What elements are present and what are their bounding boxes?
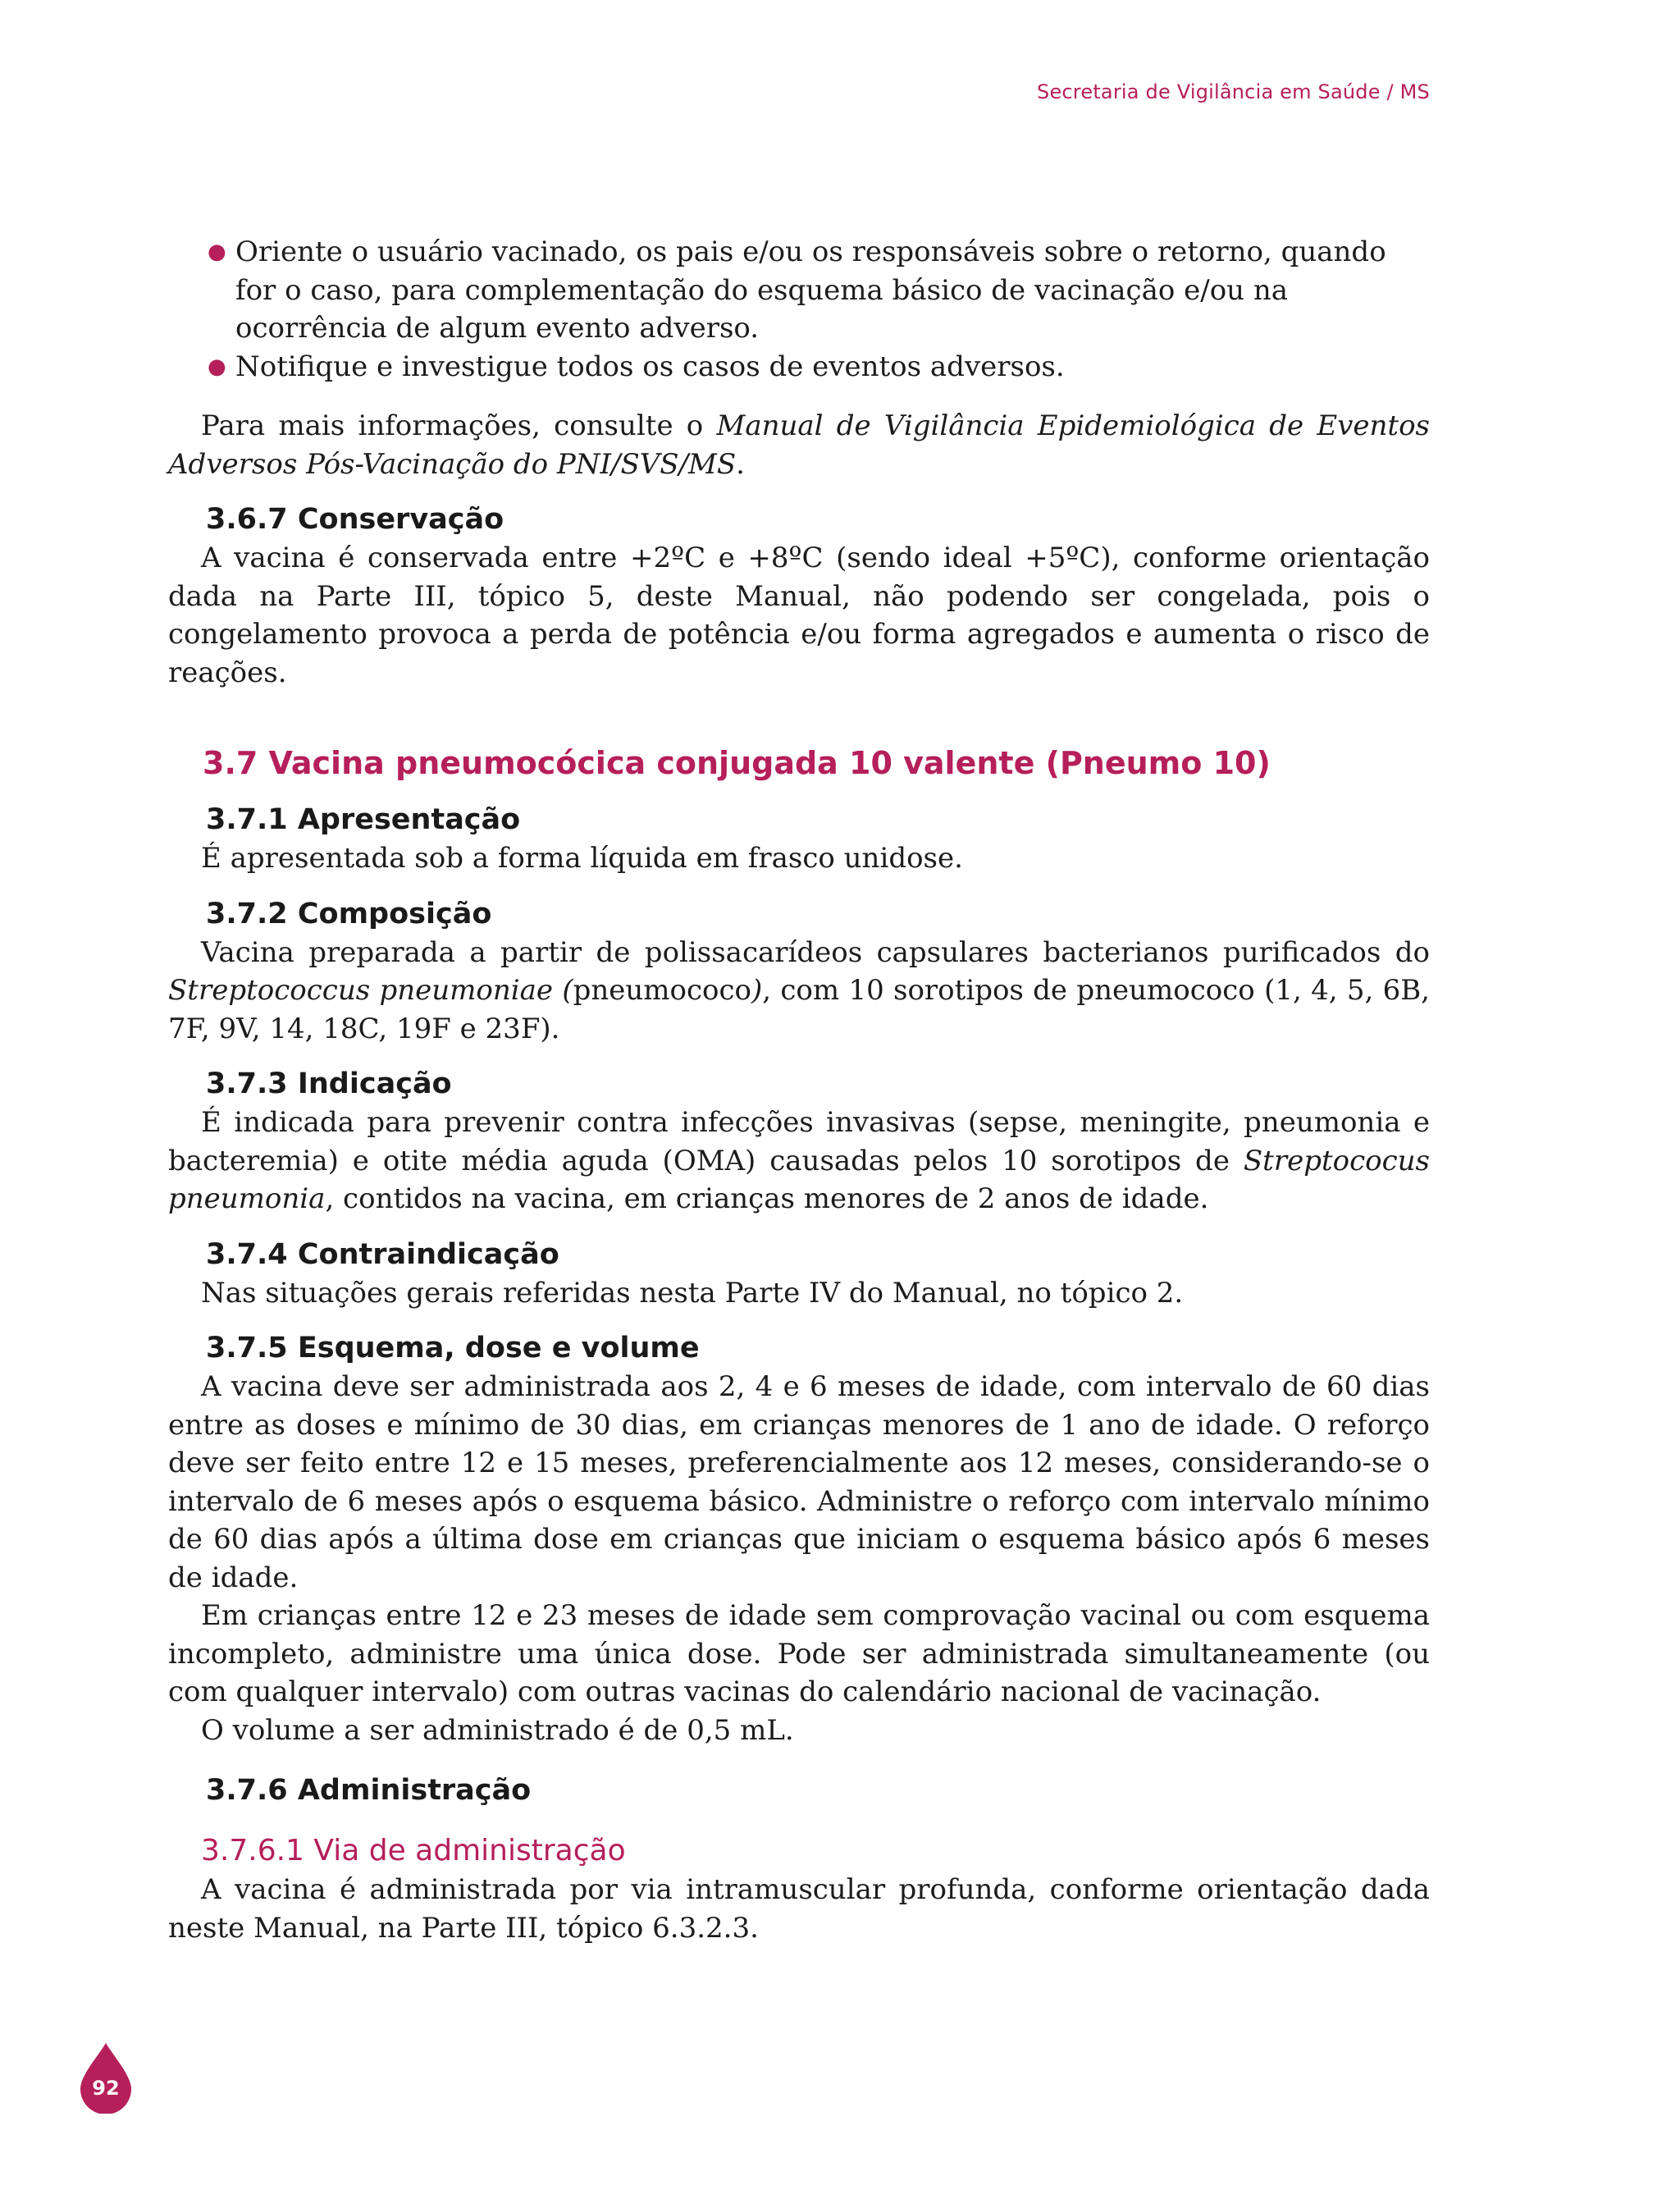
list-item <box>208 233 1430 348</box>
bullet-icon: ● <box>208 240 226 264</box>
running-header: Secretaria de Vigilância em Saúde / MS <box>1037 80 1430 103</box>
section-body-3-7-5-p2: Em crianças entre 12 e 23 meses de idade sem comprovação vacinal ou com esquema incompleto, administre uma única dose. Pode ser administrada simultaneamente (ou com qualquer intervalo) com outras vacinas do calendário nacional de vacinação. <box>168 1599 1430 1708</box>
section-body-3-7-5-p3: O volume a ser administrado é de 0,5 mL. <box>201 1713 794 1747</box>
section-body-3-7-4: Nas situações gerais referidas nesta Parte IV do Manual, no tópico 2. <box>201 1276 1184 1310</box>
section-body-3-6-7: A vacina é conservada entre +2ºC e +8ºC (sendo ideal +5ºC), conforme orientação dada na Parte III, tópico 5, deste Manual, não podendo ser congelada, pois o congelamento provoca a perda de potência e/ou forma agregados e aumenta o risco de reações. <box>168 542 1430 689</box>
section-heading-3-6-7: 3.6.7 Conservação <box>206 503 504 536</box>
page-content <box>168 233 1430 1947</box>
section-body-3-7-1: É apresentada sob a forma líquida em frasco unidose. <box>201 842 963 875</box>
section-heading-3-7-4: 3.7.4 Contraindicação <box>206 1237 559 1271</box>
page-number: 92 <box>92 2077 120 2100</box>
section-heading-3-7-5: 3.7.5 Esquema, dose e volume <box>206 1332 700 1364</box>
section-heading-3-7-6: 3.7.6 Administração <box>206 1774 532 1807</box>
section-body-3-7-3: É indicada para prevenir contra infecções invasivas (sepse, meningite, pneumonia e bacteremia) e otite média aguda (OMA) causadas pelos 10 sorotipos de Streptococus pneumonia, contidos na vacina, em crianças menores de 2 anos de idade. <box>168 1106 1430 1215</box>
section-heading-3-7-2: 3.7.2 Composição <box>206 897 492 930</box>
species-name: Streptococcus pneumoniae ( <box>168 974 573 1007</box>
bullet-icon: ● <box>208 354 226 379</box>
bullet-text: Notifique e investigue todos os casos de eventos adversos. <box>235 350 1065 383</box>
section-heading-3-7-1: 3.7.1 Apresentação <box>206 803 521 836</box>
section-body-3-7-2: Vacina preparada a partir de polissacarídeos capsulares bacterianos purificados do Streptococcus pneumoniae (pneumococo), com 10 sorotipos de pneumococo (1, 4, 5, 6B, 7F, 9V, 14, 18C, 19F e 23F). <box>168 935 1430 1045</box>
section-heading-3-7-6-1: 3.7.6.1 Via de administração <box>201 1834 626 1867</box>
more-info-prefix: Para mais informações, consulte o <box>201 409 717 442</box>
section-body-3-7-6-1: A vacina é administrada por via intramuscular profunda, conforme orientação dada neste Manual, na Parte III, tópico 6.3.2.3. <box>168 1873 1430 1945</box>
section-heading-3-7: 3.7 Vacina pneumocócica conjugada 10 valente (Pneumo 10) <box>203 745 1271 781</box>
manual-title: Manual de Vigilância Epidemiológica de Eventos Adversos Pós-Vacinação do PNI/SVS/MS <box>168 409 1430 481</box>
section-heading-3-7-3: 3.7.3 Indicação <box>206 1067 452 1100</box>
list-item <box>208 348 1430 386</box>
species-name: Streptococus pneumonia <box>168 1144 1430 1215</box>
bullet-list <box>168 233 1430 386</box>
more-info-paragraph <box>168 407 1430 483</box>
more-info-suffix: . <box>736 447 745 481</box>
section-body-3-7-5-p1: A vacina deve ser administrada aos 2, 4 e 6 meses de idade, com intervalo de 60 dias entre as doses e mínimo de 30 dias, em crianças menores de 1 ano de idade. O reforço deve ser feito entre 12 e 15 meses, preferencialmente aos 12 meses, considerando-se o intervalo de 6 meses após o esquema básico. Administre o reforço com intervalo mínimo de 60 dias após a última dose em crianças que iniciam o esquema básico após 6 meses de idade. <box>168 1370 1430 1594</box>
bullet-text: Oriente o usuário vacinado, os pais e/ou os responsáveis sobre o retorno, quando for o caso, para complementação do esquema básico de vacinação e/ou na ocorrência de algum evento adverso. <box>235 235 1386 345</box>
